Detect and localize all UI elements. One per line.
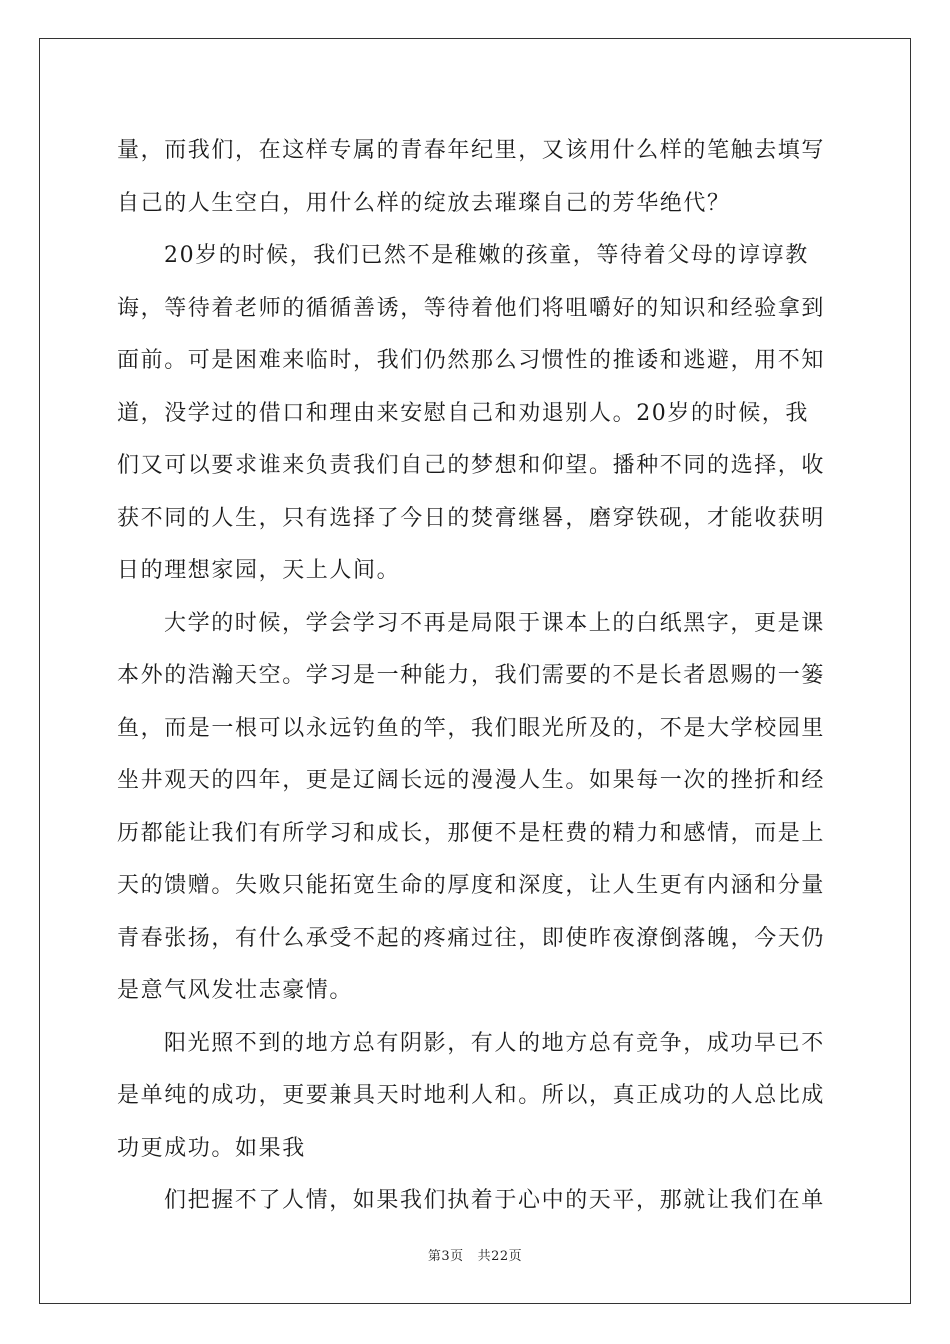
paragraph-start-line: 大学的时候，学会学习不再是局限于课本上的白纸黑字，更是课 <box>164 610 825 636</box>
text-line: 鱼，而是一根可以永远钓鱼的竿，我们眼光所及的，不是大学校园里 <box>117 715 826 741</box>
text-line: 诲，等待着老师的循循善诱，等待着他们将咀嚼好的知识和经验拿到 <box>117 295 826 321</box>
text-line: 量，而我们，在这样专属的青春年纪里，又该用什么样的笔触去填写 <box>117 138 826 163</box>
text-line: 自己的人生空白，用什么样的绽放去璀璨自己的芳华绝代？ <box>117 190 731 216</box>
text-line: 们又可以要求谁来负责我们自己的梦想和仰望。播种不同的选择，收 <box>117 453 826 478</box>
page-total: 共22页 <box>477 1249 523 1264</box>
page-number: 第3页 <box>427 1249 464 1264</box>
text-line: 日的理想家园，天上人间。 <box>117 558 401 583</box>
text-line: 是意气风发壮志豪情。 <box>117 978 354 1003</box>
text-line: 坐井观天的四年，更是辽阔长远的漫漫人生。如果每一次的挫折和经 <box>117 768 826 793</box>
text-line: 本外的浩瀚天空。学习是一种能力，我们需要的不是长者恩赐的一篓 <box>117 663 826 688</box>
text-line: 面前。可是困难来临时，我们仍然那么习惯性的推诿和逃避，用不知 <box>117 348 826 373</box>
text-line: 是单纯的成功，更要兼具天时地利人和。所以，真正成功的人总比成 <box>117 1083 826 1108</box>
text-line: 功更成功。如果我 <box>117 1135 306 1161</box>
paragraph-start-line: 20岁的时候，我们已然不是稚嫩的孩童，等待着父母的谆谆教 <box>164 243 809 268</box>
text-line: 获不同的人生，只有选择了今日的焚膏继晷，磨穿铁砚，才能收获明 <box>117 505 826 531</box>
text-line: 道，没学过的借口和理由来安慰自己和劝退别人。20岁的时候，我 <box>117 400 809 426</box>
page-footer <box>0 1245 950 1264</box>
text-line: 青春张扬，有什么承受不起的疼痛过往，即使昨夜潦倒落魄，今天仍 <box>117 925 826 951</box>
paragraph-start-line: 阳光照不到的地方总有阴影，有人的地方总有竞争，成功早已不 <box>164 1030 825 1056</box>
document-body <box>117 125 837 1228</box>
text-line: 天的馈赠。失败只能拓宽生命的厚度和深度，让人生更有内涵和分量 <box>117 873 826 898</box>
text-line: 历都能让我们有所学习和成长，那便不是枉费的精力和感情，而是上 <box>117 820 826 846</box>
paragraph-start-line: 们把握不了人情，如果我们执着于心中的天平，那就让我们在单 <box>164 1188 825 1213</box>
